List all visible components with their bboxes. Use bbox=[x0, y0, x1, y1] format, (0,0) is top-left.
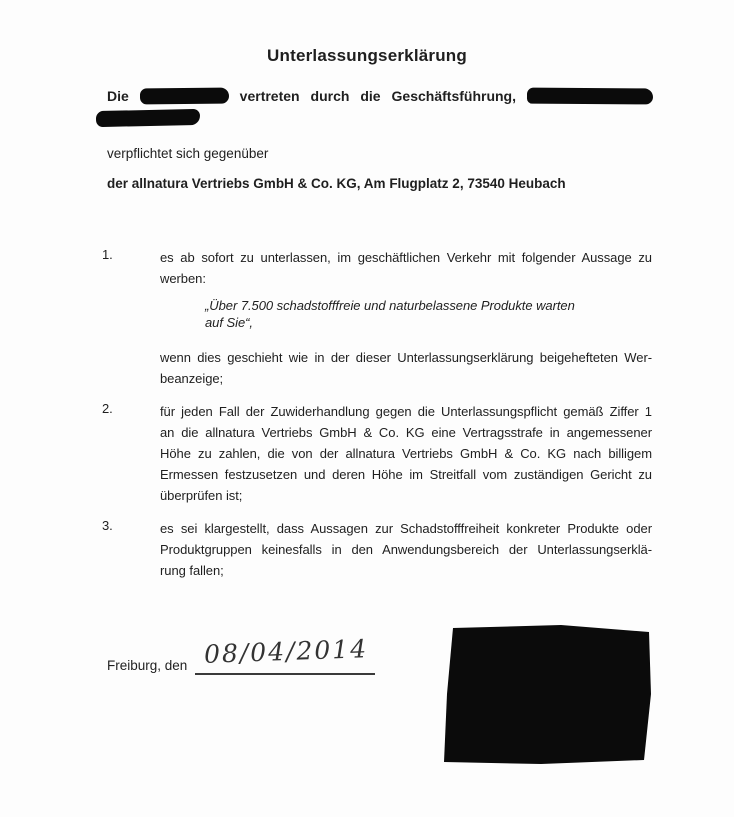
place-date-label: Freiburg, den bbox=[107, 658, 188, 673]
clause-line: Ermessen festzusetzen und deren Höhe im Streitfall vom zuständigen Gericht zu bbox=[160, 467, 652, 482]
advertising-claim-quote bbox=[205, 297, 625, 331]
clause-line: wenn dies geschieht wie in der dieser Unterlassungserklärung beigehefteten Wer- bbox=[160, 350, 652, 365]
intro-word: vertreten bbox=[239, 88, 300, 104]
clause-number: 2. bbox=[102, 401, 113, 416]
clause-line: an die allnatura Vertriebs GmbH & Co. KG eine Vertragsstrafe in angemessener bbox=[160, 425, 652, 440]
clause-2 bbox=[102, 401, 658, 506]
redaction-bar-second-line bbox=[96, 109, 200, 127]
intro-word: die bbox=[360, 88, 381, 104]
quote-line: auf Sie“, bbox=[205, 315, 253, 330]
clause-number: 1. bbox=[102, 247, 113, 262]
redaction-block-signature bbox=[441, 624, 652, 765]
intro-word: durch bbox=[310, 88, 350, 104]
redaction-bar-managing-director bbox=[527, 88, 653, 105]
clause-line: Produktgruppen keinesfalls in den Anwendungsbereich der Unterlassungserklä- bbox=[160, 542, 652, 557]
clause-3 bbox=[102, 518, 658, 581]
clause-line: beanzeige; bbox=[160, 371, 224, 386]
clause-1 bbox=[102, 247, 658, 389]
clause-line: es ab sofort zu unterlassen, im geschäftlichen Verkehr mit folgender Aussage zu bbox=[160, 250, 652, 265]
document-title: Unterlassungserklärung bbox=[267, 46, 467, 65]
pledge-line: verpflichtet sich gegenüber bbox=[107, 146, 269, 161]
handwritten-date: 08/04/2014 bbox=[203, 634, 369, 669]
beneficiary-line: der allnatura Vertriebs GmbH & Co. KG, Am Flugplatz 2, 73540 Heubach bbox=[107, 176, 566, 191]
clause-number: 3. bbox=[102, 518, 113, 533]
intro-line bbox=[107, 86, 653, 106]
intro-word: Geschäftsführung, bbox=[391, 88, 516, 104]
clause-line: werben: bbox=[160, 271, 206, 286]
intro-word-die: Die bbox=[107, 88, 129, 104]
date-underline bbox=[195, 673, 375, 675]
redaction-bar-company-name bbox=[140, 88, 229, 105]
clause-body bbox=[160, 518, 652, 581]
quote-line: „Über 7.500 schadstofffreie und naturbelassene Produkte warten bbox=[205, 298, 575, 313]
clause-line: Höhe zu zahlen, die von der allnatura Vertriebs GmbH & Co. KG nach billigem bbox=[160, 446, 652, 461]
clause-line: überprüfen ist; bbox=[160, 488, 243, 503]
clause-line: es sei klargestellt, dass Aussagen zur Schadstofffreiheit konkreter Produkte oder bbox=[160, 521, 652, 536]
clause-body bbox=[160, 401, 652, 506]
clause-body bbox=[160, 247, 652, 389]
clause-line: für jeden Fall der Zuwiderhandlung gegen die Unterlassungspflicht gemäß Ziffer 1 bbox=[160, 404, 652, 419]
clause-line: rung fallen; bbox=[160, 563, 224, 578]
